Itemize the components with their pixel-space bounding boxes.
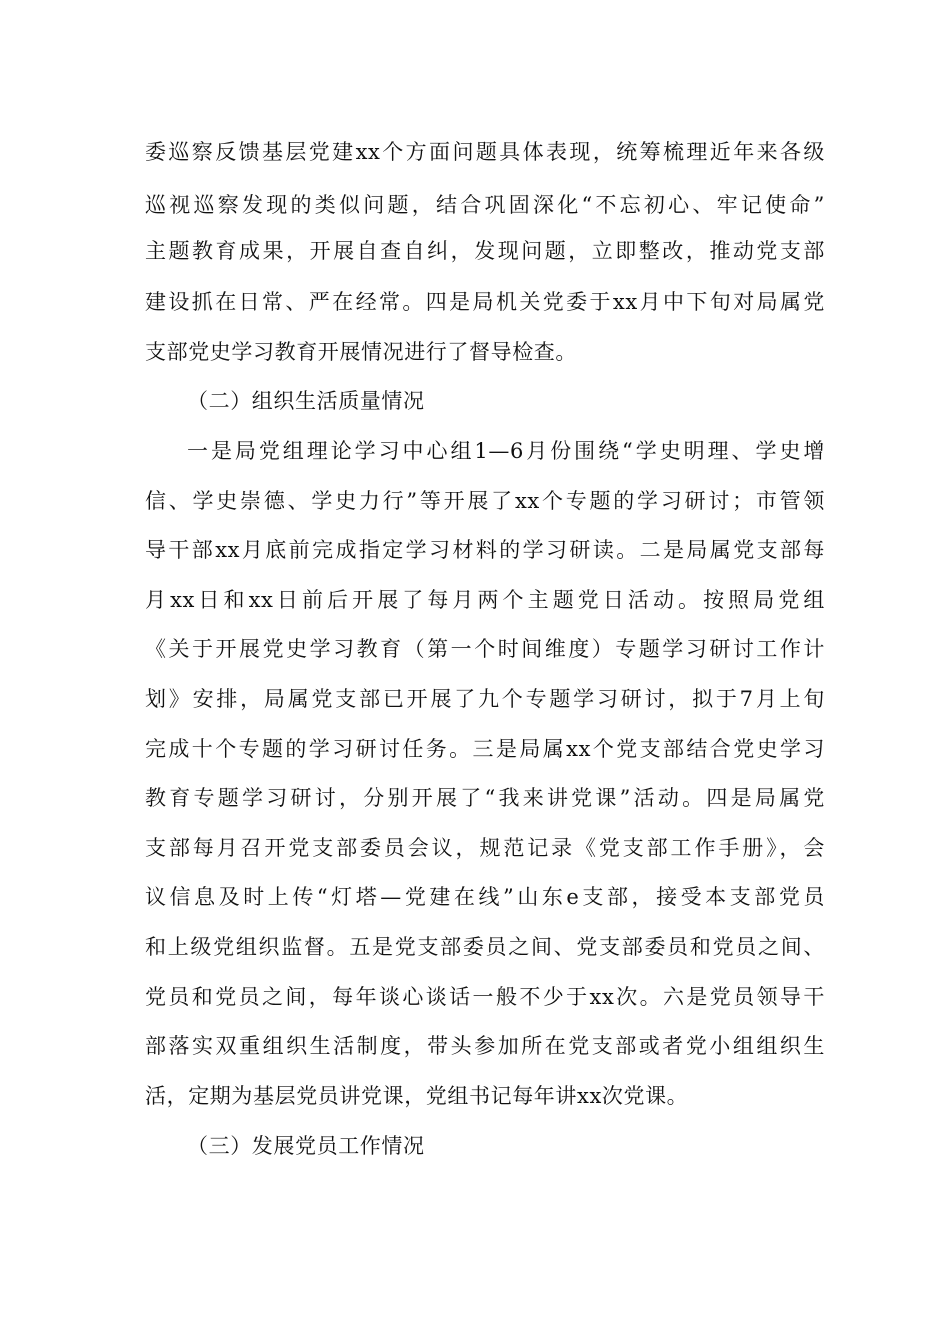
- paragraph-line: 支部每月召开党支部委员会议，规范记录《党支部工作手册》，会: [145, 836, 825, 860]
- paragraph-line: 《关于开展党史学习教育（第一个时间维度）专题学习研讨工作计: [145, 637, 825, 661]
- paragraph-line: 委巡察反馈基层党建xx个方面问题具体表现，统筹梳理近年来各级: [145, 140, 825, 164]
- paragraph-line: 教育专题学习研讨，分别开展了“我来讲党课”活动。四是局属党: [145, 786, 825, 810]
- paragraph-line: 支部党史学习教育开展情况进行了督导检查。: [145, 340, 577, 364]
- section-heading: （三）发展党员工作情况: [187, 1134, 425, 1158]
- section-heading: （二）组织生活质量情况: [187, 389, 425, 413]
- paragraph-line: 完成十个专题的学习研讨任务。三是局属xx个党支部结合党史学习: [145, 737, 825, 761]
- paragraph-line: 主题教育成果，开展自查自纠，发现问题，立即整改，推动党支部: [145, 239, 825, 263]
- paragraph-line: 党员和党员之间，每年谈心谈话一般不少于xx次。六是党员领导干: [145, 985, 825, 1009]
- paragraph-line: 建设抓在日常、严在经常。四是局机关党委于xx月中下旬对局属党: [145, 290, 825, 314]
- paragraph-line: 月xx日和xx日前后开展了每月两个主题党日活动。按照局党组: [145, 588, 825, 612]
- paragraph-line: 部落实双重组织生活制度，带头参加所在党支部或者党小组组织生: [145, 1034, 825, 1058]
- paragraph-line: 一是局党组理论学习中心组1—6月份围绕“学史明理、学史增: [187, 439, 825, 463]
- paragraph-line: 议信息及时上传“灯塔—党建在线”山东e支部，接受本支部党员: [145, 885, 825, 909]
- paragraph-line: 信、学史崇德、学史力行”等开展了xx个专题的学习研讨；市管领: [145, 489, 825, 513]
- paragraph-line: 活，定期为基层党员讲党课，党组书记每年讲xx次党课。: [145, 1084, 689, 1108]
- paragraph-line: 巡视巡察发现的类似问题，结合巩固深化“不忘初心、牢记使命”: [145, 193, 825, 217]
- paragraph-line: 导干部xx月底前完成指定学习材料的学习研读。二是局属党支部每: [145, 538, 825, 562]
- paragraph-line: 划》安排，局属党支部已开展了九个专题学习研讨，拟于7月上旬: [145, 687, 825, 711]
- paragraph-line: 和上级党组织监督。五是党支部委员之间、党支部委员和党员之间、: [145, 935, 825, 959]
